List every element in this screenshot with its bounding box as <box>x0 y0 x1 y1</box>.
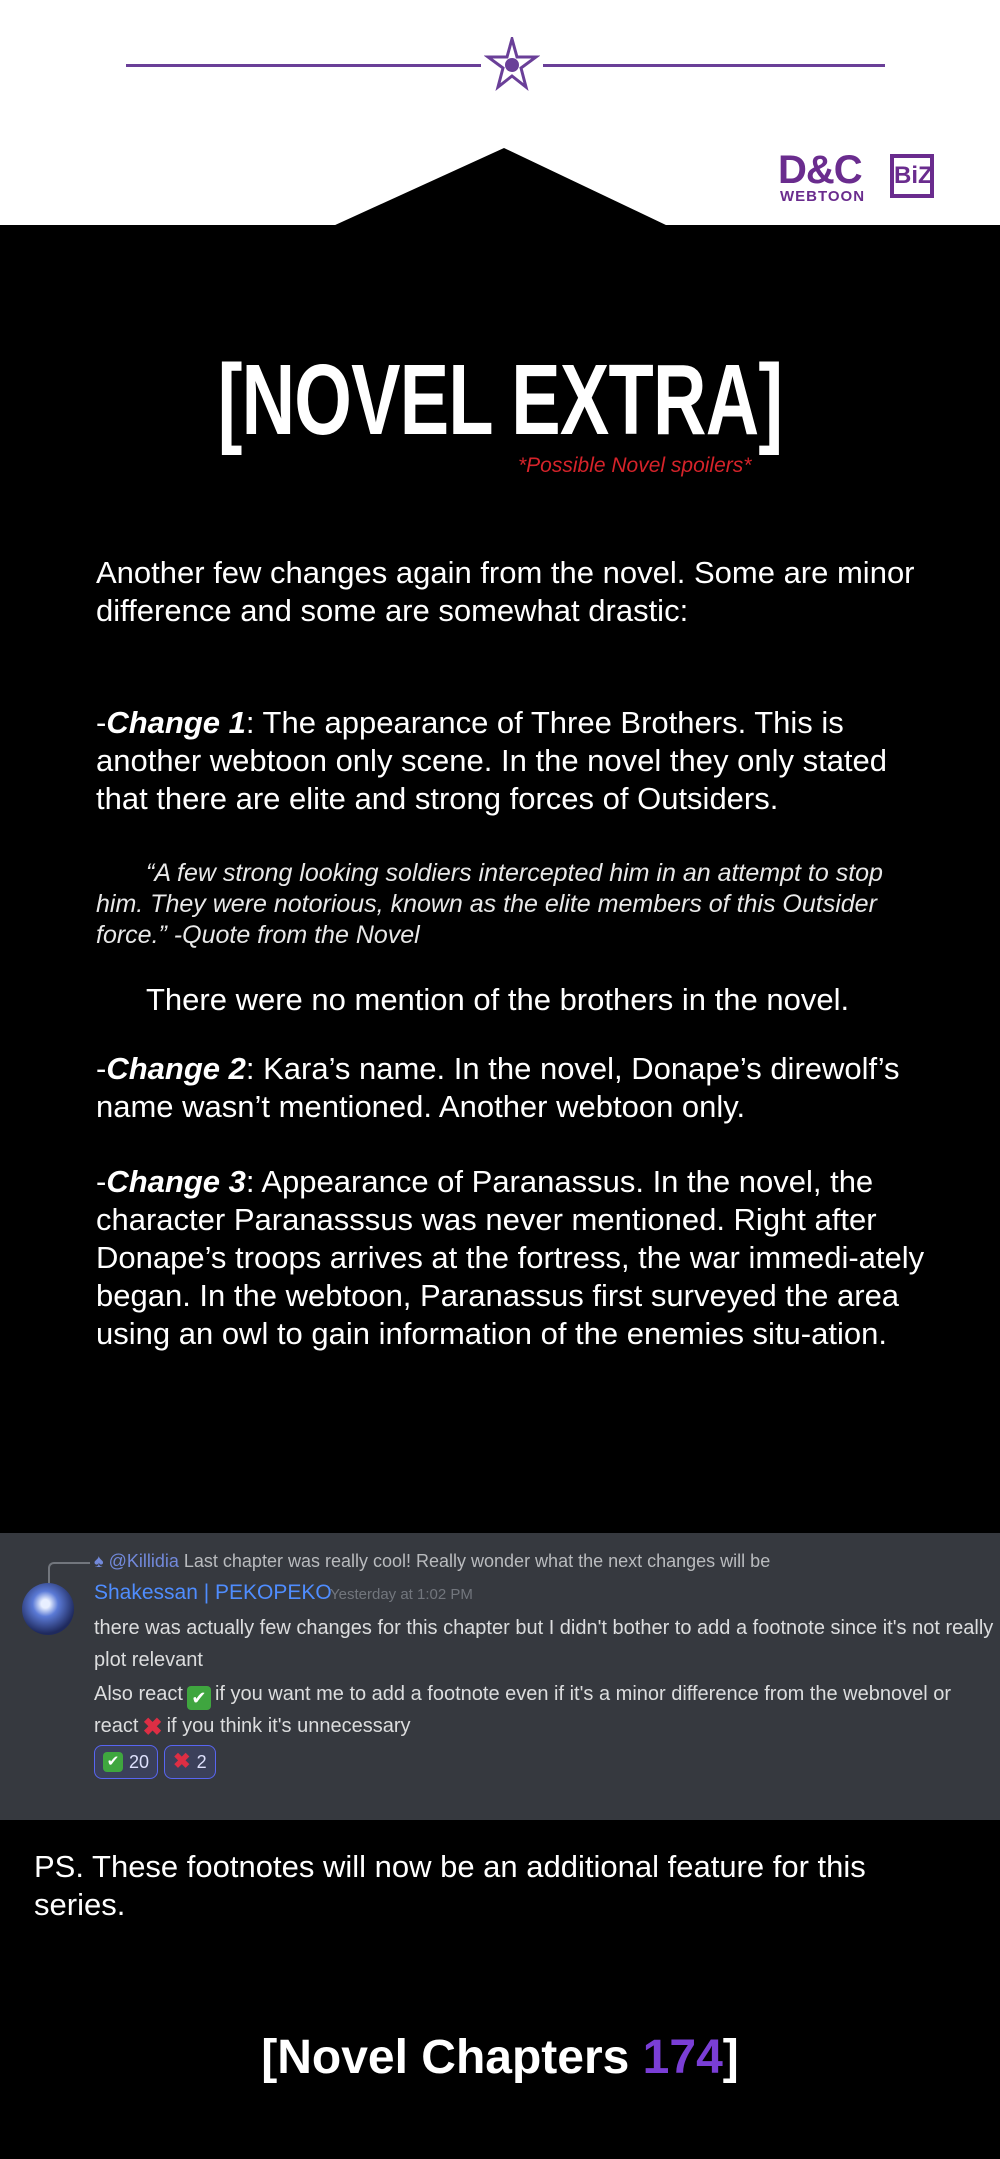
intro-paragraph: Another few changes again from the novel. Some are minor difference and some are somewhat drastic: <box>96 555 915 628</box>
change-3-paragraph <box>96 1163 926 1353</box>
change-2-paragraph <box>96 1050 926 1126</box>
change-1-text: : The appearance of Three Brothers. This is another webtoon only scene. In the novel they only stated that there are elite and strong forces of Outsiders. <box>96 705 888 816</box>
logo-main-text: D&C <box>778 148 862 192</box>
logo-sub-text: WEBTOON <box>780 188 866 205</box>
change-3-prefix: - <box>96 1164 107 1199</box>
reactions-bar <box>94 1745 216 1779</box>
novel-quote-text: “A few strong looking soldiers intercepted him in an attempt to stop him. They were notorious, known as the elite members of this Outsider force.” -Quote from the Novel <box>96 859 883 949</box>
change-1-paragraph <box>96 704 926 818</box>
reply-connector <box>48 1562 90 1586</box>
novel-quote <box>96 858 916 951</box>
chapters-suffix: ] <box>722 2031 739 2084</box>
message-2 <box>94 1678 994 1742</box>
change-2-label: Change 2 <box>106 1051 246 1086</box>
message-2-part-a: Also react <box>94 1683 183 1705</box>
no-mention-line: There were no mention of the brothers in the novel. <box>146 982 850 1017</box>
reply-preview: ♠ @Killidia Last chapter was really cool! Really wonder what the next changes will be <box>94 1551 771 1571</box>
reaction-check[interactable] <box>94 1745 158 1779</box>
publisher-logo <box>778 150 946 210</box>
change-1-prefix: - <box>96 705 107 740</box>
reaction-cross-count: 2 <box>196 1751 207 1772</box>
change-3-text: : Appearance of Paranassus. In the novel, the character Paranasssus was never mentioned. Right after Donape’s troops arrives at the fortress, the war immedi-ately began. In the webtoon, Paranassus first surveyed the area using an owl to gain information of the enemies situ-ation. <box>96 1164 925 1351</box>
message-2-part-d: if you think it's unnecessary <box>166 1715 411 1737</box>
chapters-prefix: [Novel Chapters <box>261 2031 643 2084</box>
cross-emoji-icon: ✖ <box>142 1714 163 1741</box>
message-2-part-c: or react <box>94 1683 952 1737</box>
avatar <box>22 1583 74 1635</box>
novel-chapters-label <box>0 2030 1000 2085</box>
username: Shakessan | PEKOPEKO <box>94 1581 332 1604</box>
change-2-text: : Kara’s name. In the novel, Donape’s direwolf’s name wasn’t mentioned. Another webtoon only. <box>96 1051 900 1124</box>
reply-text: Last chapter was really cool! Really wonder what the next changes will be <box>183 1551 771 1571</box>
check-emoji-icon: ✔ <box>103 1752 123 1772</box>
discord-screenshot <box>0 1533 1000 1820</box>
chapters-number: 174 <box>642 2031 723 2084</box>
logo-box-text: BiZ <box>890 154 934 198</box>
change-1-label: Change 1 <box>106 705 246 740</box>
reaction-check-count: 20 <box>129 1751 150 1772</box>
timestamp: Yesterday at 1:02 PM <box>330 1586 473 1603</box>
ps-note: PS. These footnotes will now be an additional feature for this series. <box>34 1849 866 1922</box>
divider-line-left <box>126 64 481 67</box>
divider-line-right <box>543 64 885 67</box>
cross-emoji-icon: ✖ <box>173 1750 191 1773</box>
reaction-cross[interactable] <box>164 1745 216 1779</box>
page-title: [NOVEL EXTRA] <box>217 344 783 456</box>
change-3-label: Change 3 <box>106 1164 246 1199</box>
change-2-prefix: - <box>96 1051 107 1086</box>
star-ornament-icon <box>484 37 540 93</box>
message-1: there was actually few changes for this chapter but I didn't bother to add a footnote since it's not really plot relevant <box>94 1617 994 1671</box>
spoiler-note: *Possible Novel spoilers* <box>518 454 752 477</box>
header-panel <box>0 0 1000 225</box>
reply-mention: @Killidia <box>108 1551 179 1571</box>
message-2-part-b: if you want me to add a footnote even if it's a minor difference from the webnovel <box>214 1683 928 1705</box>
check-emoji-icon: ✔ <box>187 1686 211 1710</box>
